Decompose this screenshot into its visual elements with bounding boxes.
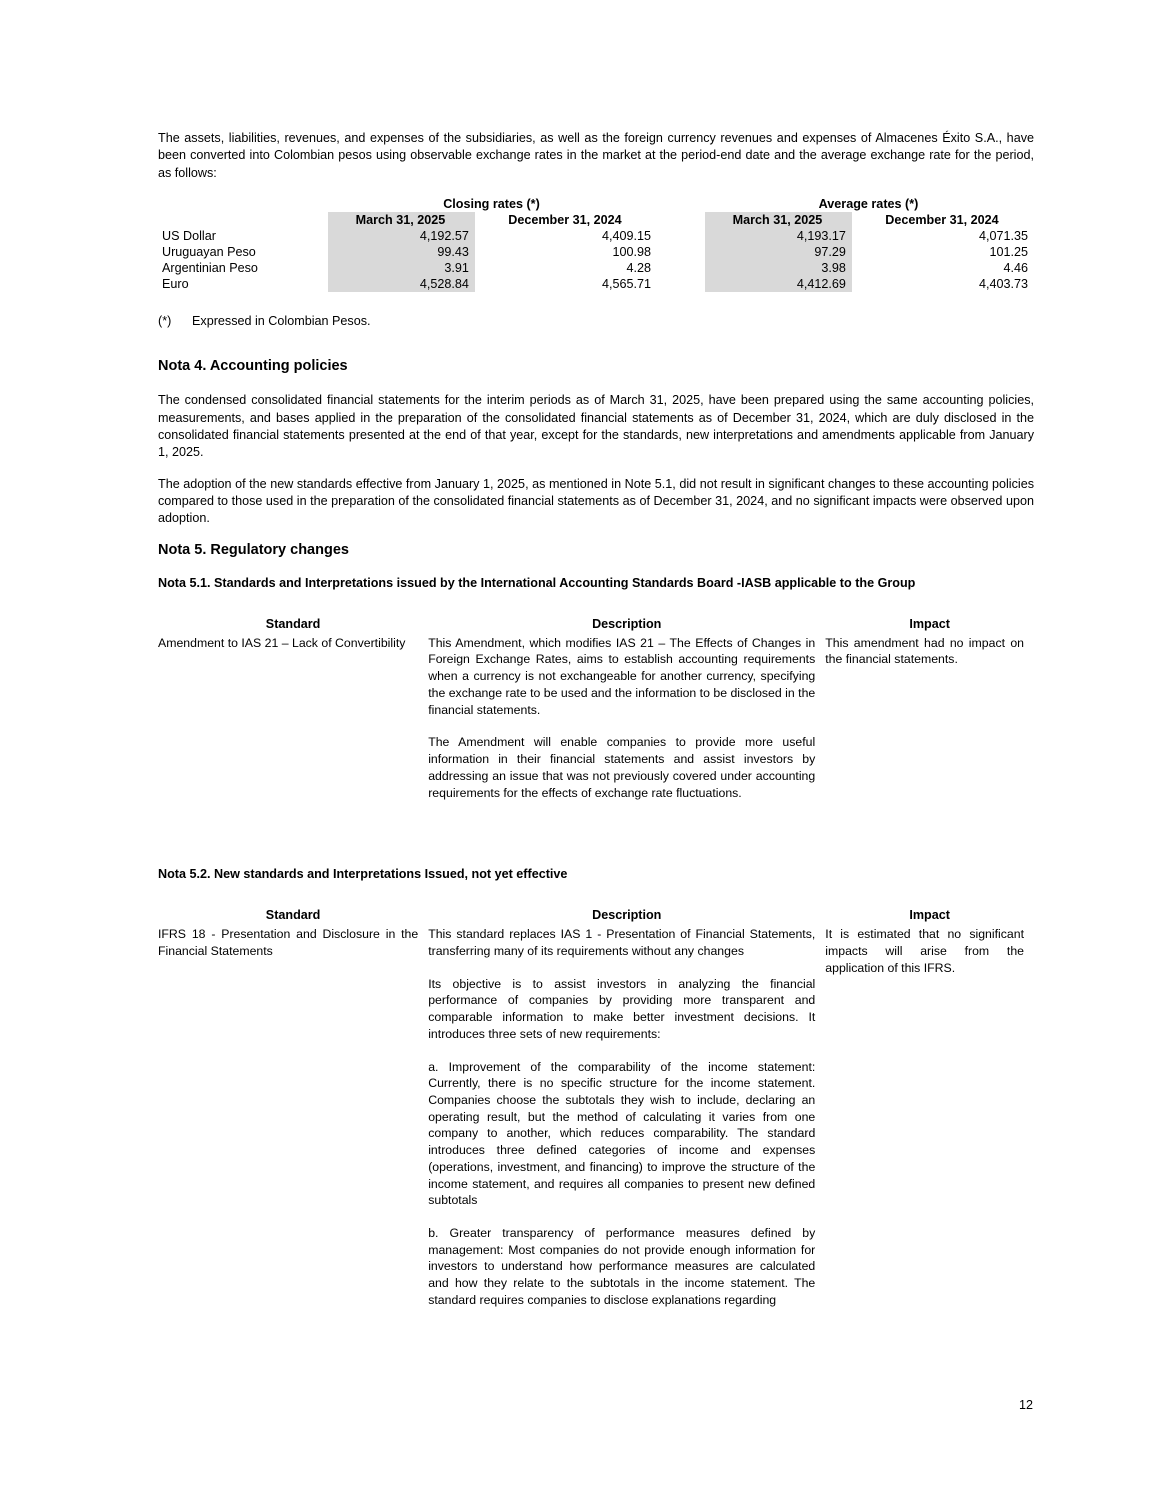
table-row	[158, 276, 1034, 292]
footnote-marker: (*)	[158, 314, 172, 329]
col-header-average-2025: March 31, 2025	[705, 212, 852, 228]
spacer-cell	[657, 228, 705, 244]
header-description: Description	[592, 908, 662, 923]
spacer-cell	[657, 196, 705, 212]
closing-2024-value: 4.28	[626, 261, 651, 276]
description-paragraph-4: b. Greater transparency of performance measures defined by management: Most companies do not provide enough information for investors to understand how performance measures are calculated and how they relate to the subtotals in the income statement. The standard requires companies to disclose explanations regarding	[428, 1226, 816, 1307]
description-cell	[428, 926, 825, 1308]
col-header-average-2024: December 31, 2024	[885, 213, 999, 228]
section-spacer	[158, 811, 1034, 867]
table-column-header-row	[158, 212, 1034, 228]
standards-table-1	[158, 616, 1034, 801]
description-cell	[428, 635, 825, 801]
spacer-cell	[657, 244, 705, 260]
description-paragraph-3: a. Improvement of the comparability of the income statement: Currently, there is no specific structure for the income statement. Companies choose the subtotals they wish to include, declaring an operating result, but the method of calculating it varies from one company to another, which reduces comparability. The standard introduces three defined categories of income and expenses (operations, investment, and financing) to improve the structure of the income statement, and requires all companies to present new defined subtotals	[428, 1059, 816, 1208]
average-2024-value: 4,071.35	[978, 229, 1028, 244]
header-standard: Standard	[265, 908, 321, 923]
closing-2024-value: 100.98	[612, 245, 651, 260]
impact-cell: It is estimated that no significant impacts will arise from the application of this IFRS.	[825, 927, 1024, 975]
table-header-row	[158, 907, 1034, 926]
average-2025-value: 4,193.17	[705, 228, 852, 244]
spacer-cell	[657, 260, 705, 276]
group-header-closing: Closing rates (*)	[443, 197, 540, 212]
table-footnote	[158, 314, 1034, 328]
average-2024-value: 101.25	[989, 245, 1028, 260]
impact-cell: This amendment had no impact on the financial statements.	[825, 635, 1024, 667]
header-impact: Impact	[909, 616, 950, 631]
standard-cell: IFRS 18 - Presentation and Disclosure in the Financial Statements	[158, 927, 419, 958]
table-row	[158, 926, 1034, 1308]
note5-title: Nota 5. Regulatory changes	[158, 541, 349, 558]
standard-cell: Amendment to IAS 21 – Lack of Convertibility	[158, 635, 406, 650]
table-row	[158, 260, 1034, 276]
closing-2025-value: 99.43	[328, 244, 475, 260]
note5-2-title: Nota 5.2. New standards and Interpretations Issued, not yet effective	[158, 867, 568, 882]
standards-table-2	[158, 907, 1034, 1308]
closing-2024-value: 4,409.15	[601, 229, 651, 244]
empty-cell	[158, 196, 328, 212]
exchange-rates-table	[158, 196, 1034, 292]
average-2024-value: 4,403.73	[978, 277, 1028, 292]
header-impact: Impact	[909, 908, 950, 923]
note4-paragraph-1: The condensed consolidated financial statements for the interim periods as of March 31, 2025, have been prepared using the same accounting policies, measurements, and bases applied in the preparation of the consolidated financial statements as of December 31, 2024, which are duly disclosed in the consolidated financial statements presented at the end of that year, except for the standards, new interpretations and amendments applicable from January 1, 2025.	[158, 393, 1034, 460]
footnote-text: Expressed in Colombian Pesos.	[192, 314, 371, 329]
col-header-closing-2025: March 31, 2025	[328, 212, 475, 228]
closing-2025-value: 3.91	[328, 260, 475, 276]
description-paragraph-1: This standard replaces IAS 1 - Presentation of Financial Statements, transferring many of its requirements without any changes	[428, 927, 816, 958]
page-number: 12	[1018, 1398, 1033, 1412]
average-2024-value: 4.46	[1003, 261, 1028, 276]
average-2025-value: 97.29	[705, 244, 852, 260]
group-header-average: Average rates (*)	[818, 197, 919, 212]
description-paragraph-2: Its objective is to assist investors in analyzing the financial performance of companies by providing more transparent and comparable information to make better investment decisions. It introduces three sets of new requirements:	[428, 976, 816, 1041]
header-description: Description	[592, 616, 662, 631]
currency-label: Uruguayan Peso	[162, 245, 256, 260]
table-header-row	[158, 616, 1034, 635]
spacer-cell	[657, 276, 705, 292]
closing-2025-value: 4,528.84	[328, 276, 475, 292]
average-2025-value: 3.98	[705, 260, 852, 276]
average-2025-value: 4,412.69	[705, 276, 852, 292]
intro-paragraph: The assets, liabilities, revenues, and expenses of the subsidiaries, as well as the foreign currency revenues and expenses of Almacenes Éxito S.A., have been converted into Colombian pesos using observable exchange rates in the market at the period-end date and the average exchange rate for the period, as follows:	[158, 131, 1034, 180]
table-row	[158, 244, 1034, 260]
note4-title: Nota 4. Accounting policies	[158, 358, 348, 375]
currency-label: Euro	[162, 277, 189, 292]
table-row	[158, 635, 1034, 801]
header-standard: Standard	[265, 616, 321, 631]
currency-label: Argentinian Peso	[162, 261, 258, 276]
col-header-closing-2024: December 31, 2024	[508, 213, 622, 228]
closing-2024-value: 4,565.71	[601, 277, 651, 292]
description-paragraph-1: This Amendment, which modifies IAS 21 – The Effects of Changes in Foreign Exchange Rates, aims to establish accounting requirements when a currency is not exchangeable for another currency, specifying the exchange rate to be used and the information to be disclosed in the financial statements.	[428, 635, 816, 717]
note4-paragraph-2: The adoption of the new standards effective from January 1, 2025, as mentioned in Note 5.1, did not result in significant changes to these accounting policies compared to those used in the preparation of the consolidated financial statements as of December 31, 2024, and no significant impacts were observed upon adoption.	[158, 476, 1034, 526]
empty-cell	[158, 212, 328, 228]
table-row	[158, 228, 1034, 244]
closing-2025-value: 4,192.57	[328, 228, 475, 244]
currency-label: US Dollar	[162, 229, 216, 244]
description-paragraph-2: The Amendment will enable companies to provide more useful information in their financial statements and assist investors by addressing an issue that was not previously covered under accounting requirements for the effects of exchange rate fluctuations.	[428, 735, 816, 800]
spacer-cell	[657, 212, 705, 228]
note5-1-title: Nota 5.1. Standards and Interpretations issued by the International Accounting Standards Board -IASB applicable to the Group	[158, 575, 916, 590]
table-group-header-row	[158, 196, 1034, 212]
